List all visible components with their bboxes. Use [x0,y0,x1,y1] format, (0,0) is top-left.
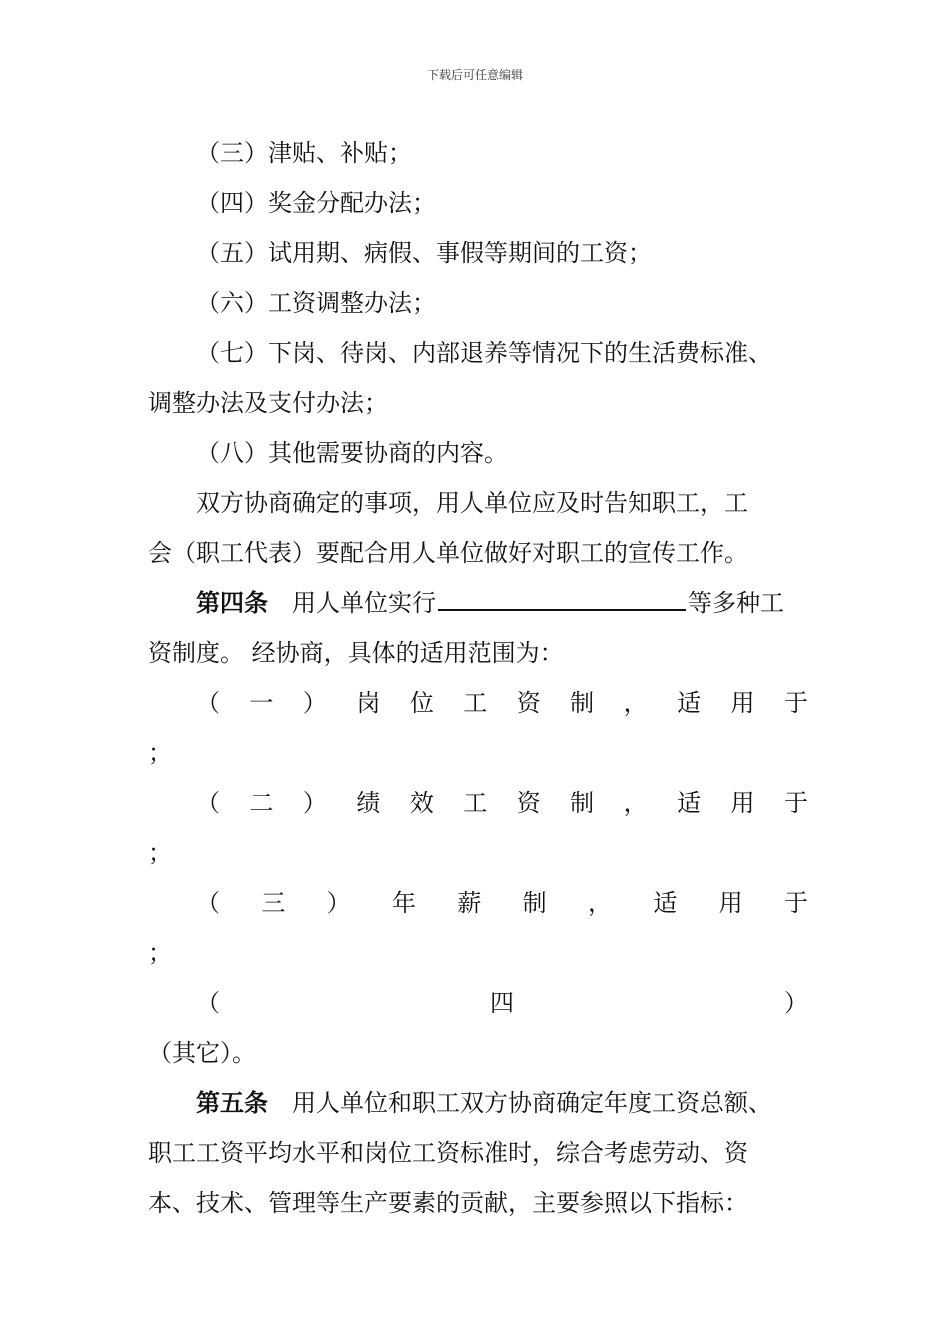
paragraph-line: 双方协商确定的事项，用人单位应及时告知职工，工 [196,489,748,517]
scope-item-line: （一）岗位工资制，适用于 [196,689,808,717]
clause-line: （五）试用期、病假、事假等期间的工资； [196,239,652,267]
scope-item-tail: ； [148,739,172,767]
scope-item-tail: ； [148,939,172,967]
article-4-line [148,578,808,628]
scope-item-4-tail: （其它）。 [148,1039,256,1067]
article-4-text: 用人单位实行 [292,589,436,617]
article-5-title: 第五条 [196,1088,268,1117]
clause-line: （八）其他需要协商的内容。 [196,439,508,467]
page-header-note: 下载后可任意编辑 [426,68,523,82]
scope-item-tail: ； [148,839,172,867]
clause-line: 调整办法及支付办法； [148,389,388,417]
clause-line: （七）下岗、待岗、内部退养等情况下的生活费标准、 [196,339,772,367]
article-4-text: 等多种工 [688,589,784,617]
paragraph-line: 会（职工代表）要配合用人单位做好对职工的宣传工作。 [148,539,748,567]
clause-line: （三）津贴、补贴； [196,139,412,167]
document-body [148,128,808,1228]
scope-item-4-line: （ 四 ） [196,989,808,1017]
article-5-line: 第五条 用人单位和职工双方协商确定年度工资总额、 [196,1088,772,1117]
article-4-title: 第四条 [196,588,268,617]
scope-item-line: （二）绩效工资制，适用于 [196,789,808,817]
article-5-line: 职工工资平均水平和岗位工资标准时，综合考虑劳动、资 [148,1139,748,1167]
fill-in-blank[interactable] [438,583,686,611]
scope-item-line: （三）年薪制，适用于 [196,889,808,917]
clause-line: （四）奖金分配办法； [196,189,436,217]
article-5-line: 本、技术、管理等生产要素的贡献，主要参照以下指标： [148,1189,748,1217]
article-4-line: 资制度。 经协商，具体的适用范围为： [148,639,564,667]
clause-line: （六）工资调整办法； [196,289,436,317]
